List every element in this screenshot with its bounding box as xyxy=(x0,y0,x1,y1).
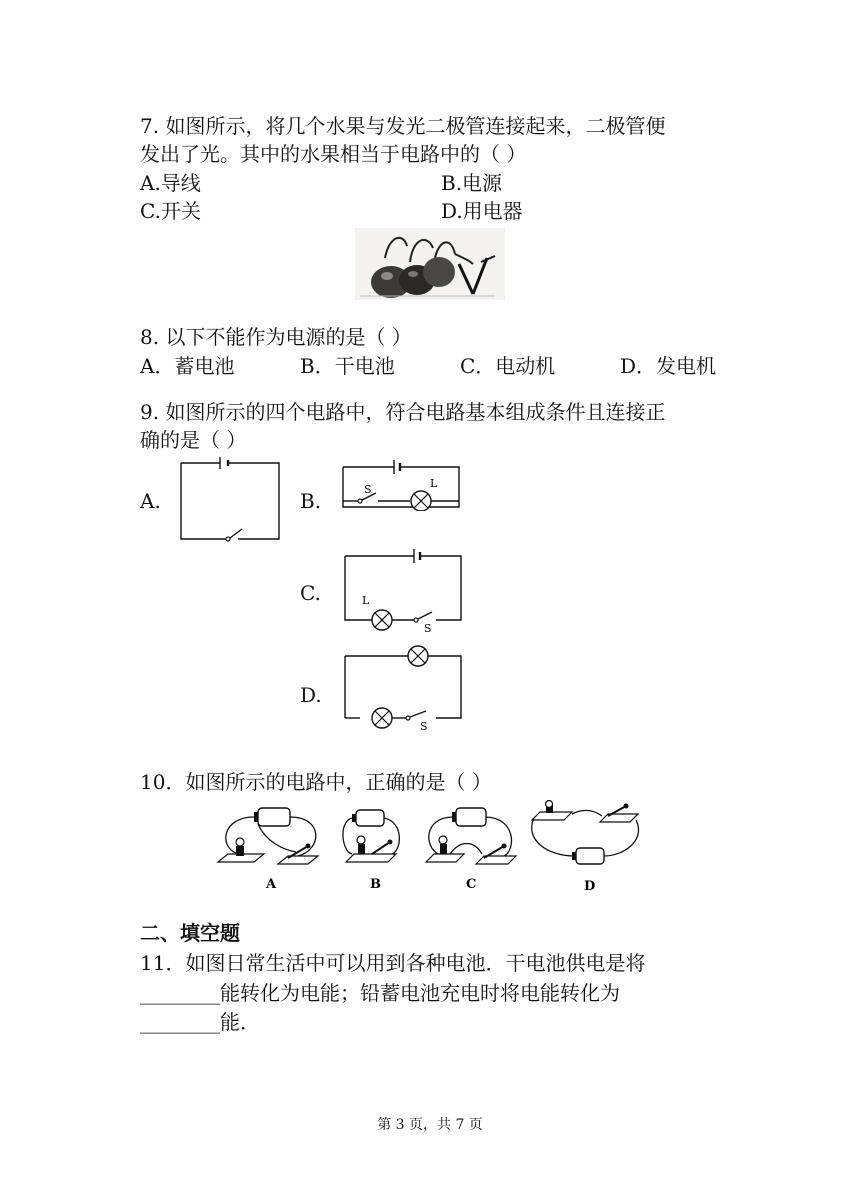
q10-label-a: A xyxy=(266,877,277,892)
q9c-lamp-label: L xyxy=(362,594,370,607)
q9b-lamp-label: L xyxy=(430,477,438,490)
q9-label-b: B. xyxy=(300,489,322,513)
fruit-led-photo xyxy=(355,228,505,300)
q7-option-a: A.导线 xyxy=(140,171,201,195)
q10-label-b: B xyxy=(370,877,381,892)
q7-option-c: C.开关 xyxy=(140,199,201,223)
q10-stem: 10．如图所示的电路中，正确的是（ ） xyxy=(140,770,492,794)
q9-label-d: D. xyxy=(300,683,322,707)
q9-label-a: A. xyxy=(140,489,161,513)
q8-option-d: D．发电机 xyxy=(620,354,717,378)
q10-circuit-a xyxy=(214,802,326,892)
q8-option-a: A．蓄电池 xyxy=(140,354,235,378)
q10-circuit-c xyxy=(420,800,520,892)
q8-option-c: C．电动机 xyxy=(460,354,556,378)
q9-circuit-d xyxy=(340,642,466,742)
q8-option-b: B．干电池 xyxy=(300,354,395,378)
q10-circuit-d xyxy=(528,800,646,896)
q7-option-b: B.电源 xyxy=(441,171,503,195)
q10-label-d: D xyxy=(584,879,596,894)
q7-option-d: D.用电器 xyxy=(441,199,523,223)
q11-line1: 11．如图日常生活中可以用到各种电池．干电池供电是将 xyxy=(140,951,646,975)
q9b-switch-label: S xyxy=(364,483,372,496)
q7-stem-line1: 7. 如图所示，将几个水果与发光二极管连接起来，二极管便 xyxy=(140,114,666,138)
q9d-switch-label: S xyxy=(420,720,428,733)
q9-label-c: C. xyxy=(300,581,321,605)
q9-stem-line1: 9. 如图所示的四个电路中，符合电路基本组成条件且连接正 xyxy=(140,400,666,424)
q10-circuit-b xyxy=(340,802,406,892)
q9-circuit-a xyxy=(176,455,284,543)
q9c-switch-label: S xyxy=(424,622,432,634)
page-footer: 第 3 页，共 7 页 xyxy=(377,1117,483,1133)
q9-stem-line2: 确的是（ ） xyxy=(140,428,247,452)
q7-stem-line2: 发出了光。其中的水果相当于电路中的（ ） xyxy=(140,142,527,166)
q9-circuit-b xyxy=(338,455,464,511)
section-heading-fill-in: 二、填空题 xyxy=(140,921,240,945)
q10-label-c: C xyxy=(466,877,477,892)
q11-line2: ________能转化为电能；铅蓄电池充电时将电能转化为 xyxy=(140,981,620,1005)
q11-line3: ________能． xyxy=(140,1010,260,1034)
q8-stem: 8. 以下不能作为电源的是（ ） xyxy=(140,325,412,349)
q9-circuit-c xyxy=(340,548,466,634)
